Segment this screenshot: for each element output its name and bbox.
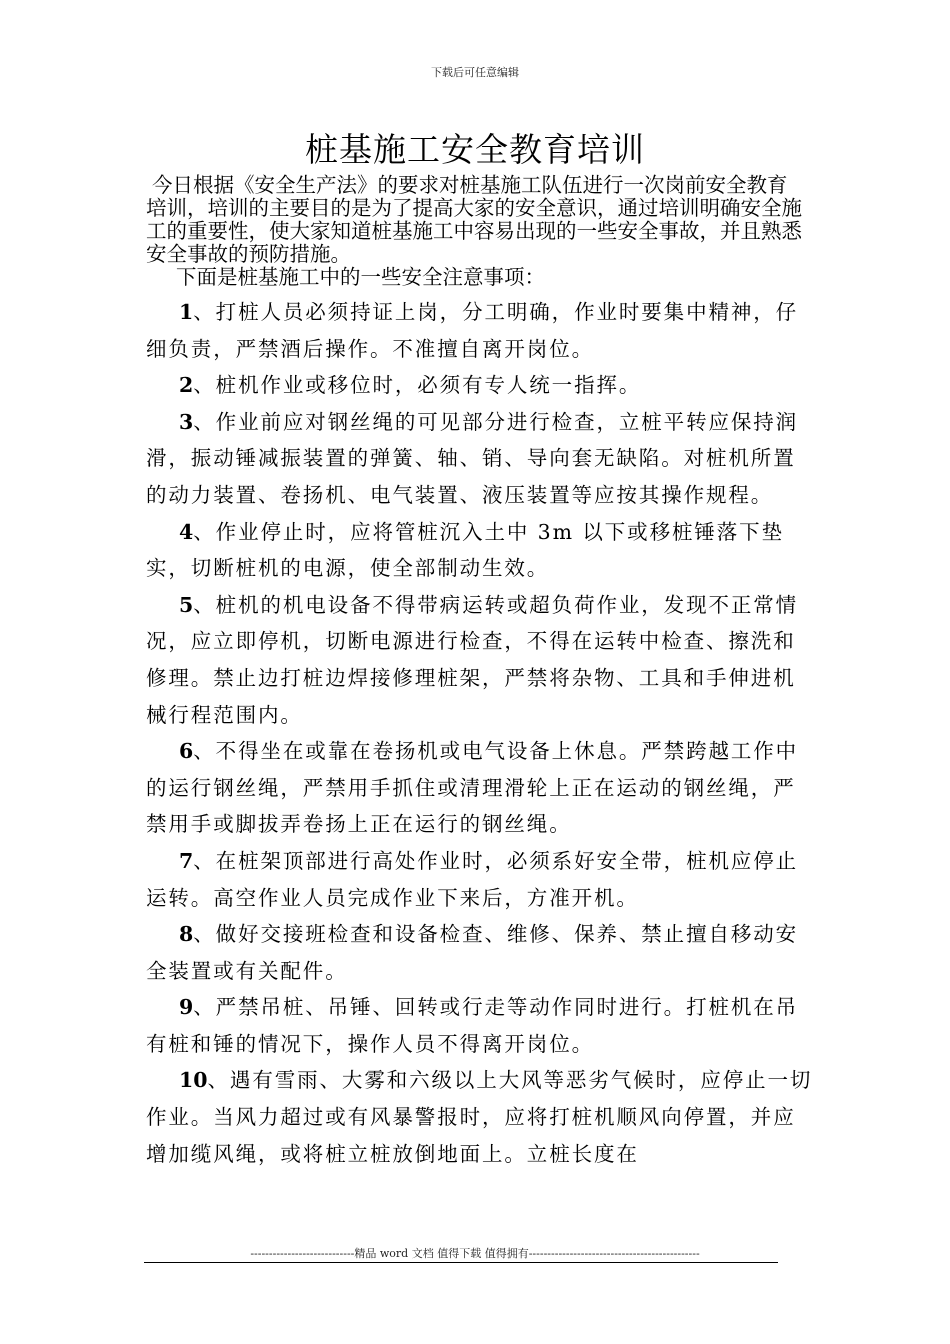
- safety-item: [146, 843, 814, 916]
- item-text: 、作业停止时，应将管桩沉入土中 3m 以下或移桩锤落下垫实，切断桩机的电源，使全部制动生效。: [146, 519, 784, 581]
- item-text: 、在桩架顶部进行高处作业时，必须系好安全带，桩机应停止运转。高空作业人员完成作业下来后，方准开机。: [146, 848, 799, 910]
- item-number: 8: [179, 922, 194, 947]
- safety-item: [146, 587, 814, 733]
- item-number: 4: [179, 519, 194, 544]
- item-number: 10: [179, 1068, 208, 1093]
- document-title: 桩基施工安全教育培训: [305, 130, 645, 169]
- safety-item: [146, 294, 814, 367]
- safety-item: [146, 733, 814, 843]
- safety-item: [146, 989, 814, 1062]
- item-text: 、打桩人员必须持证上岗，分工明确，作业时要集中精神，仔细负责，严禁酒后操作。不准擅自离开岗位。: [146, 300, 799, 361]
- item-number: 2: [179, 373, 194, 398]
- footer-divider: [144, 1262, 778, 1263]
- safety-item: [146, 404, 814, 514]
- item-number: 6: [179, 739, 194, 764]
- safety-item: [146, 916, 814, 989]
- intro-section: [146, 174, 806, 289]
- item-number: 5: [179, 592, 194, 617]
- item-number: 1: [179, 300, 194, 324]
- item-number: 3: [179, 409, 194, 434]
- header-note: 下载后可任意编辑: [431, 66, 519, 79]
- item-number: 7: [179, 848, 194, 873]
- item-text: 、不得坐在或靠在卷扬机或电气设备上休息。严禁跨越工作中的运行钢丝绳，严禁用手抓住或清理滑轮上正在运动的钢丝绳，严禁用手或脚拔弄卷扬上正在运行的钢丝绳。: [146, 739, 799, 837]
- item-text: 、做好交接班检查和设备检查、维修、保养、禁止擅自移动安全装置或有关配件。: [146, 922, 799, 983]
- safety-items: [146, 294, 814, 1172]
- item-text: 、作业前应对钢丝绳的可见部分进行检查，立桩平转应保持润滑，振动锤减振装置的弹簧、轴、销、导向套无缺陷。对桩机所置的动力装置、卷扬机、电气装置、液压装置等应按其操作规程。: [146, 409, 799, 507]
- item-text: 、桩机作业或移位时，必须有专人统一指挥。: [193, 373, 642, 398]
- item-number: 9: [179, 995, 194, 1020]
- item-text: 、桩机的机电设备不得带病运转或超负荷作业，发现不正常情况，应立即停机，切断电源进行检查，不得在运转中检查、擦洗和修理。禁止边打桩边焊接修理桩架，严禁将杂物、工具和手伸进机械行程范围内。: [146, 592, 799, 727]
- intro-lead-in: 下面是桩基施工中的一些安全注意事项：: [176, 265, 545, 289]
- intro-paragraph: 今日根据《安全生产法》的要求对桩基施工队伍进行一次岗前安全教育培训，培训的主要目的是为了提高大家的安全意识，通过培训明确安全施工的重要性，使大家知道桩基施工中容易出现的一些安全事故，并且熟悉安全事故的预防措施。: [146, 173, 802, 266]
- safety-item: [146, 1062, 814, 1172]
- item-text: 、严禁吊桩、吊锤、回转或行走等动作同时进行。打桩机在吊有桩和锤的情况下，操作人员不得离开岗位。: [146, 995, 799, 1056]
- footer-note: ----------------------------精品 word 文档 值得下载 值得拥有----------------------------------------------: [250, 1247, 700, 1260]
- item-text: 、遇有雪雨、大雾和六级以上大风等恶劣气候时，应停止一切作业。当风力超过或有风暴警报时，应将打桩机顺风向停置，并应增加缆风绳，或将桩立桩放倒地面上。立桩长度在: [146, 1068, 813, 1166]
- safety-item: [146, 367, 814, 404]
- safety-item: [146, 514, 814, 587]
